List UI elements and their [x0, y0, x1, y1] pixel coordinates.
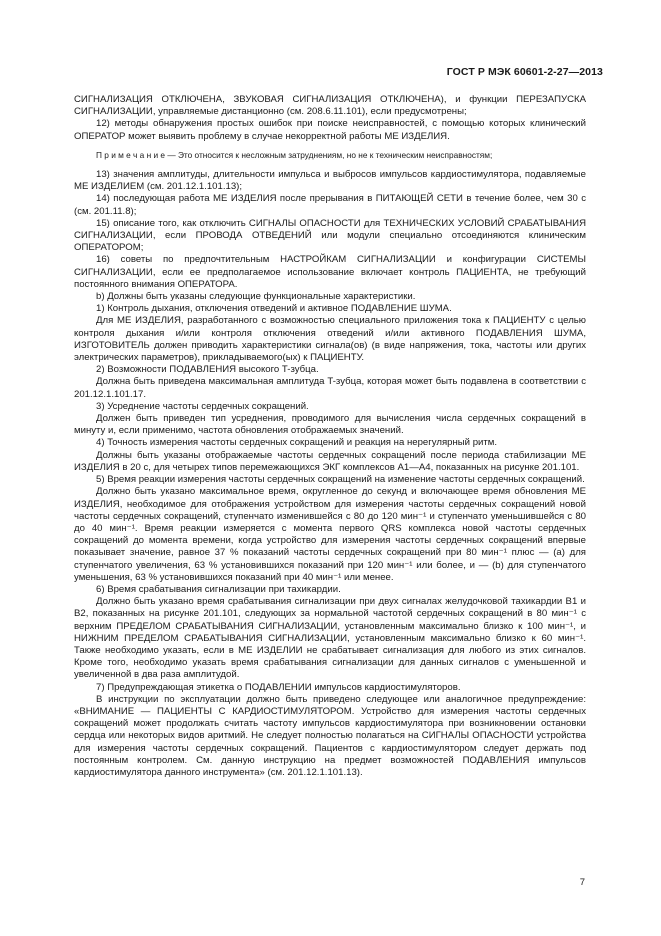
paragraph: СИГНАЛИЗАЦИЯ ОТКЛЮЧЕНА, ЗВУКОВАЯ СИГНАЛИЗАЦИЯ ОТКЛЮЧЕНА), и функции ПЕРЕЗАПУСКА СИГНАЛИЗАЦИИ, управляемые дистанционно (см. 208.6.11.101), если предусмотрены;: [74, 94, 586, 118]
paragraph: 6) Время срабатывания сигнализации при тахикардии.: [96, 583, 341, 595]
document-body: [74, 94, 586, 779]
paragraph: 13) значения амплитуды, длительности импульса и выбросов импульсов кардиостимулятора, подавляемые МЕ ИЗДЕЛИЕМ (см. 201.12.1.101.13);: [74, 169, 586, 193]
paragraph: 3) Усреднение частоты сердечных сокращений.: [96, 400, 309, 412]
paragraph: Должно быть указано максимальное время, округленное до секунд и включающее время обновления МЕ ИЗДЕЛИЯ, необходимое для отображения устройством для измерения частоты сердечных сокращений новой частоты сердечных сокращений, ступенчато изменившейся с 80 до 120 мин⁻¹ и ступенчато уменьшившейся с 80 до 40 мин⁻¹. Время реакции измеряется с момента первого QRS комплекса новой частоты сердечных сокращений до момента времени, когда устройство для измерения частоты сердечных сокращений впервые показывает значение, равное 37 % показаний частоты сердечных сокращений при 80 мин⁻¹ плюс — (a) для ступенчатого увеличения, 63 % установившихся показаний при 120 мин⁻¹ или более, и — (b) для ступенчатого уменьшения, 63 % установившихся показаний при 40 мин⁻¹ или менее.: [74, 486, 586, 583]
document-header: ГОСТ Р МЭК 60601-2-27—2013: [446, 66, 603, 78]
paragraph: Для МЕ ИЗДЕЛИЯ, разработанного с возможностью специального приложения тока к ПАЦИЕНТУ с целью контроля дыхания и/или контроля отключения отведений и/или активного ПОДАВЛЕНИЯ ШУМА, ИЗГОТОВИТЕЛЬ должен приводить характеристики сигнала(ов) (в виде напряжения, тока, частоты или других электрических параметров), прикладываемого(ых) к ПАЦИЕНТУ.: [74, 315, 586, 364]
paragraph: 14) последующая работа МЕ ИЗДЕЛИЯ после прерывания в ПИТАЮЩЕЙ СЕТИ в течение более, чем 30 с (см. 201.11.8);: [74, 193, 586, 217]
paragraph: 2) Возможности ПОДАВЛЕНИЯ высокого T-зубца.: [96, 364, 319, 376]
paragraph: 7) Предупреждающая этикетка о ПОДАВЛЕНИИ импульсов кардиостимуляторов.: [96, 681, 461, 693]
paragraph: Должна быть приведена максимальная амплитуда T-зубца, которая может быть подавлена в соответствии с 201.12.1.101.17.: [74, 376, 586, 400]
paragraph: 15) описание того, как отключить СИГНАЛЫ ОПАСНОСТИ для ТЕХНИЧЕСКИХ УСЛОВИЙ СРАБАТЫВАНИЯ СИГНАЛИЗАЦИИ, если ПРОВОДА ОТВЕДЕНИЙ или модули специально отсоединяются клиническим ОПЕРАТОРОМ;: [74, 217, 586, 254]
paragraph: В инструкции по эксплуатации должно быть приведено следующее или аналогичное предупреждение: «ВНИМАНИЕ — ПАЦИЕНТЫ С КАРДИОСТИМУЛЯТОРОМ. Устройство для измерения частоты сердечных сокращений может продолжать считать частоту импульсов кардиостимулятора при возникновении остановки сердца или некоторых видов аритмий. Не следует полностью полагаться на СИГНАЛЫ ОПАСНОСТИ устройства для измерения частоты сердечных сокращений. Пациентов с кардиостимулятором следует держать под постоянным контролем. См. данную инструкцию на предмет возможностей ПОДАВЛЕНИЯ импульсов кардиостимулятора данного инструмента» (см. 201.12.1.101.13).: [74, 693, 586, 778]
paragraph: Должен быть приведен тип усреднения, проводимого для вычисления числа сердечных сокращений в минуту и, если применимо, частота обновления отображаемых значений.: [74, 413, 586, 437]
paragraph: b) Должны быть указаны следующие функциональные характеристики.: [96, 291, 416, 303]
paragraph: 16) советы по предпочтительным НАСТРОЙКАМ СИГНАЛИЗАЦИИ и конфигурации СИСТЕМЫ СИГНАЛИЗАЦИИ, если ее предполагаемое использование включает контроль ПАЦИЕНТА, не требующий постоянного внимания ОПЕРАТОРА.: [74, 254, 586, 290]
page-number: 7: [579, 877, 585, 888]
paragraph: 12) методы обнаружения простых ошибок при поиске неисправностей, с помощью которых клинический ОПЕРАТОР может выявить проблему в случае некорректной работы МЕ ИЗДЕЛИЯ.: [74, 118, 586, 142]
paragraph: 1) Контроль дыхания, отключения отведений и активное ПОДАВЛЕНИЕ ШУМА.: [96, 303, 452, 315]
note: П р и м е ч а н и е — Это относится к несложным затруднениям, но не к техническим неисправностям;: [96, 149, 493, 160]
paragraph: 4) Точность измерения частоты сердечных сокращений и реакция на нерегулярный ритм.: [96, 437, 498, 449]
paragraph: Должно быть указано время срабатывания сигнализации при двух сигналах желудочковой тахикардии B1 и B2, показанных на рисунке 201.101, следующих за нормальной частотой сердечных сокращений в 80 мин⁻¹ с верхним ПРЕДЕЛОМ СРАБАТЫВАНИЯ СИГНАЛИЗАЦИИ, установленным максимально близко к 100 мин⁻¹, и НИЖНИМ ПРЕДЕЛОМ СРАБАТЫВАНИЯ СИГНАЛИЗАЦИИ, установленным максимально близко к 60 мин⁻¹. Также необходимо указать, если в МЕ ИЗДЕЛИИ не срабатывает сигнализация для любого из этих сигналов. Кроме того, необходимо указать время срабатывания сигнализации для данных сигналов с уменьшенной и увеличенной в два раза амплитудой.: [74, 596, 586, 681]
paragraph: Должны быть указаны отображаемые частоты сердечных сокращений после периода стабилизации МЕ ИЗДЕЛИЯ в 20 с, для четырех типов перемежающихся ЭКГ комплексов A1—A4, показанных на рисунке 201.101.: [74, 449, 586, 473]
paragraph: 5) Время реакции измерения частоты сердечных сокращений на изменение частоты сердечных сокращений.: [96, 474, 585, 486]
